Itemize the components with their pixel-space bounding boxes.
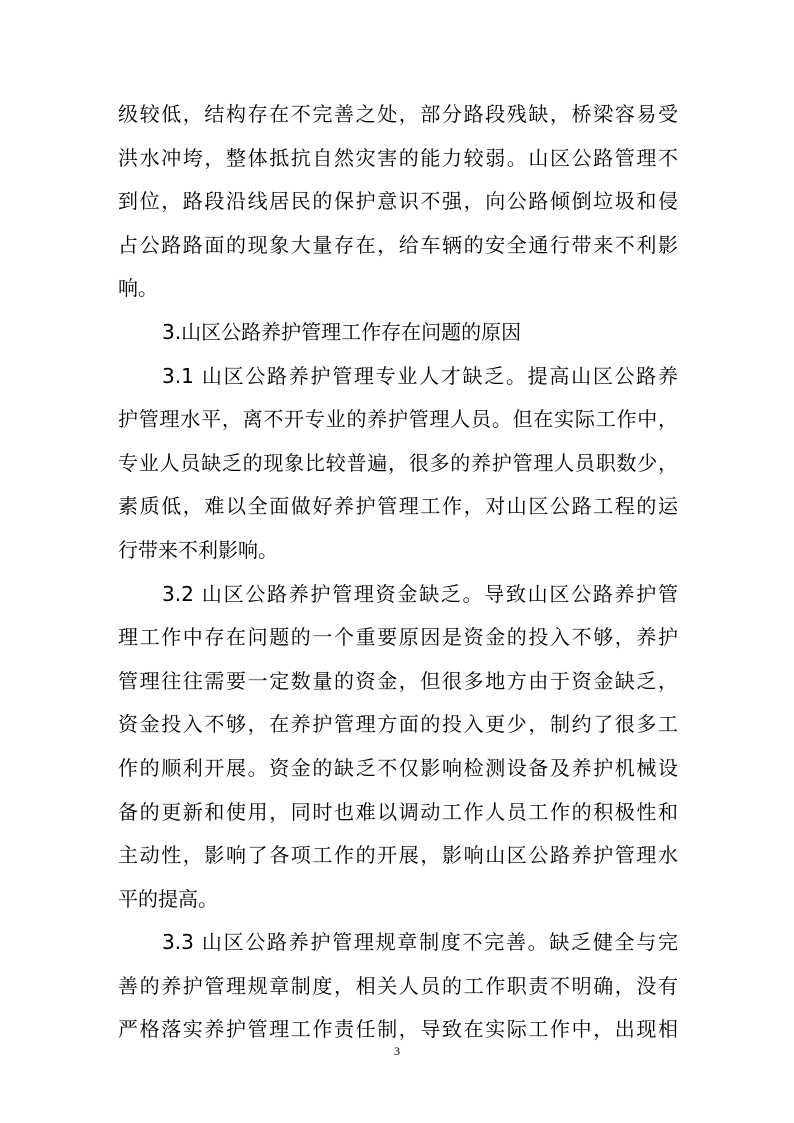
text-line: 3.1 山区公路养护管理专业人才缺乏。提高山区公路养 [162,363,678,388]
text-line: 备的更新和使用，同时也难以调动工作人员工作的积极性和 [118,799,678,824]
section-heading: 3.山区公路养护管理工作存在问题的原因 [162,319,522,344]
text-line: 护管理水平，离不开专业的养护管理人员。但在实际工作中， [118,407,678,432]
text-line: 占公路路面的现象大量存在，给车辆的安全通行带来不利影 [118,232,678,257]
text-line: 3.3 山区公路养护管理规章制度不完善。缺乏健全与完 [162,930,678,955]
text-line: 主动性，影响了各项工作的开展，影响山区公路养护管理水 [118,843,678,868]
body-text [118,93,678,1052]
text-line: 素质低，难以全面做好养护管理工作，对山区公路工程的运 [118,494,678,519]
text-line: 作的顺利开展。资金的缺乏不仅影响检测设备及养护机械设 [118,755,678,780]
text-line: 响。 [118,276,158,301]
text-line: 洪水冲垮，整体抵抗自然灾害的能力较弱。山区公路管理不 [118,145,678,170]
text-line: 级较低，结构存在不完善之处，部分路段残缺，桥梁容易受 [118,102,678,126]
text-line: 专业人员缺乏的现象比较普遍，很多的养护管理人员职数少， [118,450,678,475]
text-line: 管理往往需要一定数量的资金，但很多地方由于资金缺乏， [118,668,678,693]
text-line: 严格落实养护管理工作责任制，导致在实际工作中，出现相 [118,1017,678,1042]
page-number: 3 [394,1044,400,1058]
text-line: 3.2 山区公路养护管理资金缺乏。导致山区公路养护管 [162,581,678,606]
text-line: 行带来不利影响。 [118,537,278,562]
text-line: 善的养护管理规章制度，相关人员的工作职责不明确，没有 [118,973,678,998]
text-line: 到位，路段沿线居民的保护意识不强，向公路倾倒垃圾和侵 [118,189,678,214]
text-line: 资金投入不够，在养护管理方面的投入更少，制约了很多工 [118,712,678,737]
text-line: 理工作中存在问题的一个重要原因是资金的投入不够，养护 [118,625,678,650]
text-line: 平的提高。 [118,886,218,911]
